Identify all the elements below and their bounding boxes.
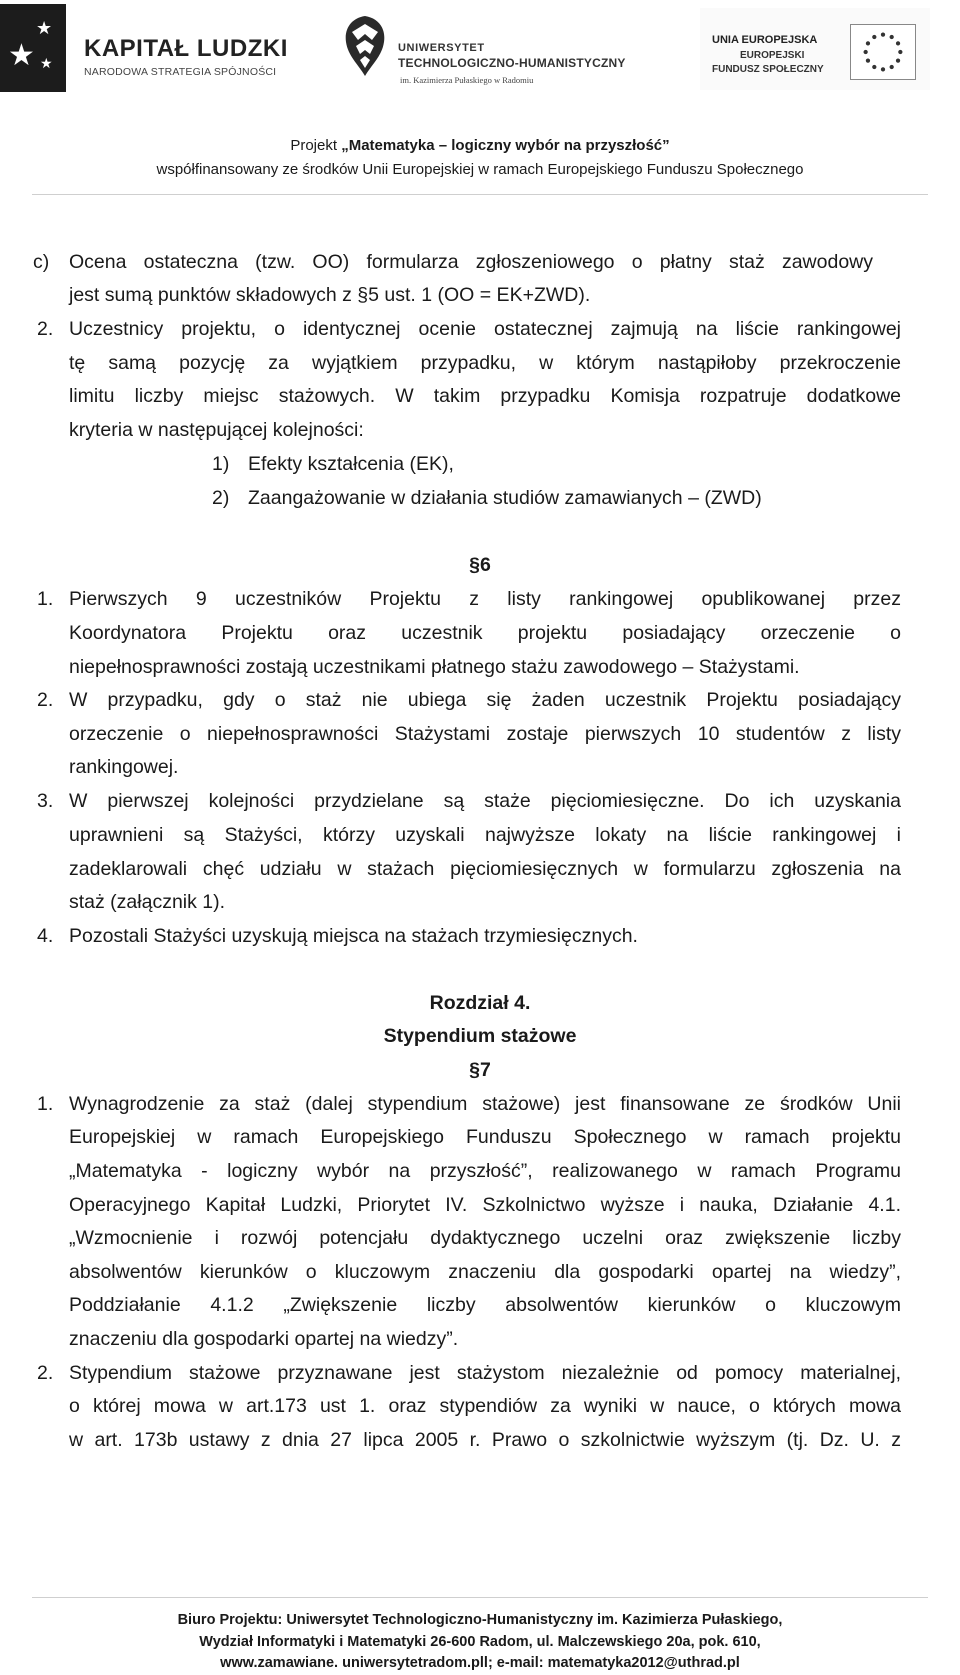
university-name-line3: im. Kazimierza Pułaskiego w Radomiu	[400, 75, 534, 85]
list-label: 2)	[212, 487, 230, 509]
project-name: „Matematyka – logiczny wybór na przyszłość”	[341, 137, 670, 154]
text-line: absolwentów kierunków o kluczowym znaczeniu dla gospodarki opartej na wiedzy”,	[69, 1261, 901, 1283]
eu-logo-line2: EUROPEJSKI	[740, 50, 805, 61]
chapter-heading: Rozdział 4.	[429, 992, 531, 1014]
footer-line: Biuro Projektu: Uniwersytet Technologiczno-Humanistyczny im. Kazimierza Pułaskiego,	[177, 1612, 783, 1628]
list-label: 2.	[37, 1362, 54, 1384]
university-name-line2: TECHNOLOGICZNO-HUMANISTYCZNY	[398, 56, 626, 70]
text-line: rankingowej.	[69, 756, 179, 778]
kapital-ludzki-logo	[0, 4, 290, 96]
star-icon: ★	[40, 56, 53, 72]
text-line: limitu liczby miejsc stażowych. W takim przypadku Komisja rozpatruje dodatkowe	[69, 385, 901, 407]
text-line: Stypendium stażowe przyznawane jest stażystom niezależnie od pomocy materialnej,	[69, 1362, 901, 1384]
text-line: Efekty kształcenia (EK),	[248, 453, 454, 475]
eu-logo-line3: FUNDUSZ SPOŁECZNY	[712, 64, 824, 75]
university-name-line1: UNIWERSYTET	[398, 42, 485, 54]
eu-flag-icon	[850, 24, 916, 80]
text-line: tę samą pozycję za wyjątkiem przypadku, w którym nastąpiłoby przekroczenie	[69, 352, 901, 374]
text-line: Wynagrodzenie za staż (dalej stypendium stażowe) jest finansowane ze środków Unii	[69, 1093, 901, 1115]
text-line: o której mowa w art.173 ust 1. oraz stypendiów za wyniki w nauce, o których mowa	[69, 1395, 901, 1417]
list-label: 3.	[37, 790, 54, 812]
list-label: 1)	[212, 453, 230, 475]
project-title: Projekt „Matematyka – logiczny wybór na przyszłość”	[290, 137, 670, 154]
text-line: Europejskiej w ramach Europejskiego Funduszu Społecznego w ramach projektu	[69, 1126, 901, 1148]
eu-logo-line1: UNIA EUROPEJSKA	[712, 34, 818, 46]
text-line: W przypadku, gdy o staż nie ubiega się żaden uczestnik Projektu posiadający	[69, 689, 901, 711]
text-line: Poddziałanie 4.1.2 „Zwiększenie liczby absolwentów kierunków o kluczowym	[69, 1294, 901, 1316]
text-line: kryteria w następującej kolejności:	[69, 419, 364, 441]
university-logo	[338, 10, 668, 90]
text-line: W pierwszej kolejności przydzielane są staże pięciomiesięczne. Do ich uzyskania	[69, 790, 901, 812]
text-line: jest sumą punktów składowych z §5 ust. 1 (OO = EK+ZWD).	[69, 284, 591, 306]
cofinancing-note: współfinansowany ze środków Unii Europejskiej w ramach Europejskiego Funduszu Społecznego	[156, 161, 804, 178]
kapital-ludzki-title: KAPITAŁ LUDZKI	[84, 35, 288, 62]
kapital-ludzki-subtitle: NARODOWA STRATEGIA SPÓJNOŚCI	[84, 66, 277, 78]
text-line: Zaangażowanie w działania studiów zamawianych – (ZWD)	[248, 487, 762, 509]
text-line: Ocena ostateczna (tzw. OO) formularza zgłoszeniowego o płatny staż zawodowy	[69, 251, 873, 273]
text-line: Operacyjnego Kapitał Ludzki, Priorytet IV. Szkolnictwo wyższe i nauka, Działanie 4.1.	[69, 1194, 901, 1216]
text-line: niepełnosprawności zostają uczestnikami płatnego stażu zawodowego – Stażystami.	[69, 656, 800, 678]
chapter-title: Stypendium stażowe	[383, 1025, 577, 1047]
header-logos	[0, 0, 960, 100]
section-heading: §6	[469, 554, 491, 576]
footer-contact: www.zamawiane. uniwersytetradom.pll; e-mail: matematyka2012@uthrad.pl	[220, 1655, 740, 1671]
list-label: 4.	[37, 925, 54, 947]
text-line: Koordynatora Projektu oraz uczestnik projektu posiadający orzeczenie o	[69, 622, 901, 644]
text-line: „Wzmocnienie i rozwój potencjału dydaktycznego uczelni oraz zwiększenie liczby	[69, 1227, 901, 1249]
text-line: staż (załącznik 1).	[69, 891, 226, 913]
text-line: Uczestnicy projektu, o identycznej ocenie ostatecznej zajmują na liście rankingowej	[69, 318, 901, 340]
text-line: zadeklarowali chęć udziału w stażach pięciomiesięcznych w formularzu zgłoszenia na	[69, 858, 901, 880]
footer-divider	[32, 1597, 928, 1598]
text-line: uprawnieni są Stażyści, którzy uzyskali najwyższe lokaty na liście rankingowej i	[69, 824, 901, 846]
header-divider	[32, 194, 928, 195]
footer-line: Wydział Informatyki i Matematyki 26-600 Radom, ul. Malczewskiego 20a, pok. 610,	[199, 1634, 761, 1650]
list-label: c)	[33, 251, 50, 273]
list-label: 2.	[37, 318, 54, 340]
star-icon: ★	[36, 18, 53, 39]
text-line: Pierwszych 9 uczestników Projektu z listy rankingowej opublikowanej przez	[69, 588, 901, 610]
text-line: Pozostali Stażyści uzyskują miejsca na stażach trzymiesięcznych.	[69, 925, 638, 947]
eu-logo	[700, 8, 930, 90]
text-line: w art. 173b ustawy z dnia 27 lipca 2005 r. Prawo o szkolnictwie wyższym (tj. Dz. U. z	[69, 1429, 901, 1451]
list-label: 2.	[37, 689, 54, 711]
star-icon: ★	[8, 38, 35, 73]
kapital-ludzki-mark	[0, 4, 66, 92]
section-heading: §7	[469, 1059, 491, 1081]
text-line: orzeczenie o niepełnosprawności Stażystami zostaje pierwszych 10 studentów z listy	[69, 723, 901, 745]
text-line: znaczeniu dla gospodarki opartej na wiedzy”.	[69, 1328, 459, 1350]
eagle-crest-icon	[338, 10, 392, 82]
list-label: 1.	[37, 1093, 54, 1115]
text-line: „Matematyka - logiczny wybór na przyszłość”, realizowanego w ramach Programu	[69, 1160, 901, 1182]
list-label: 1.	[37, 588, 54, 610]
